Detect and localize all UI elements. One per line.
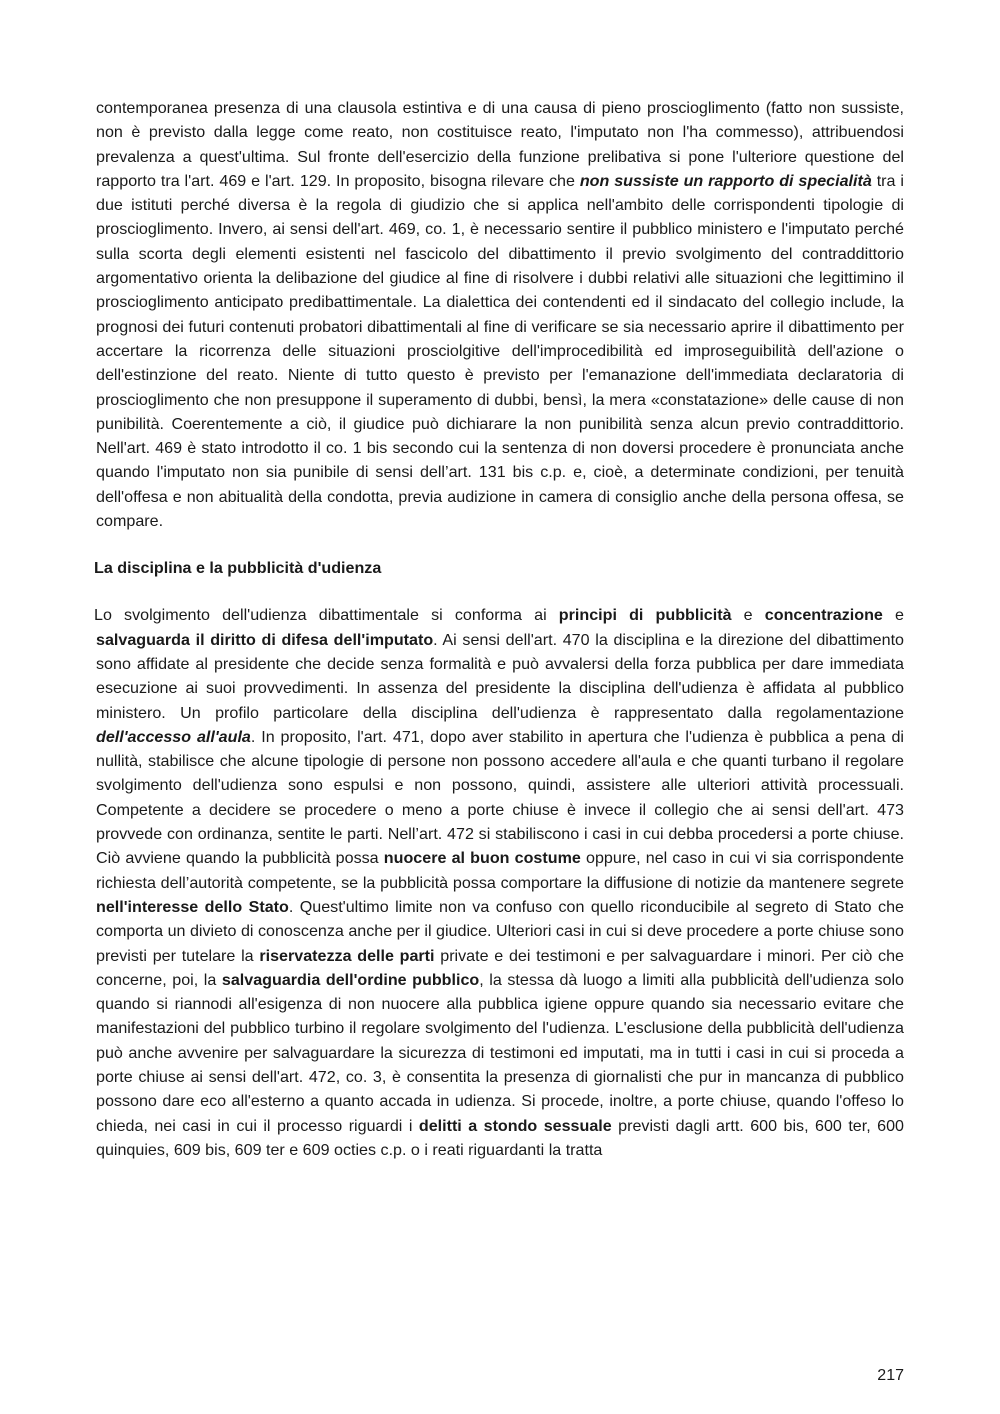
paragraph-1-text: contemporanea presenza di una clausola estintiva e di una causa di pieno proscioglimento (fatto non sussiste, non è previsto dalla legge come reato, non costituisce reato, l'imputato non l'ha commesso), attribuendosi prevalenza a quest'ultima. Sul fronte dell'esercizio della funzione prelibativa si pone l'ulteriore questione del rapporto tra l'art. 469 e l'art. 129. In proposito, bisogna rilevare che: [96, 99, 904, 190]
paragraph-2-text: previsti dagli artt. 600 bis, 600 ter, 600 quinquies, 609 bis, 609 ter e 609 octies c.p. o i reati riguardanti la tratta: [96, 1116, 904, 1159]
emphasis-accesso-aula: dell'accesso all'aula: [96, 727, 251, 746]
bold-interesse-stato: nell'interesse dello Stato: [96, 897, 289, 916]
bold-delitti-sessuali: delitti a stondo sessuale: [418, 1116, 612, 1135]
paragraph-2-text: private e dei testimoni e per salvaguardare i minori. Per ciò che concerne, poi, la: [96, 946, 904, 989]
emphasis-specialita: non sussiste un rapporto di specialità: [579, 171, 872, 190]
paragraph-2-text: , la stessa dà luogo a limiti alla pubblicità dell'udienza solo quando si riannodi all'esigenza di non nuocere alla pubblica igiene oppure quando sia necessario evitare che manifestazioni del pubblico turbino il regolare svolgimento del l'udienza. L'esclusione della pubblicità dell'udienza può anche avvenire per salvaguardare la sicurezza di testimoni ed imputati, ma in tutti i casi in cui si proceda a porte chiuse ai sensi dell'art. 472, co. 3, è consentita la presenza di giornalisti che pur in mancanza di pubblico possono dare eco all'esterno a quanto accada in udienza. Si procede, inoltre, a porte chiuse, quando l'offeso lo chieda, nei casi in cui il processo riguardi i: [96, 970, 904, 1135]
paragraph-2-text: oppure, nel caso in cui vi sia corrispondente richiesta dell’autorità competente, se la pubblicità possa comportare la diffusione di notizie da mantenere segrete: [96, 849, 904, 892]
bold-concentrazione: concentrazione: [764, 606, 883, 625]
bold-riservatezza-parti: riservatezza delle parti: [259, 946, 435, 965]
page-number: 217: [877, 1367, 904, 1384]
paragraph-1-text: tra i due istituti perché diversa è la regola di giudizio che si applica nell'ambito delle corrispondenti tipologie di proscioglimento. Invero, ai sensi dell'art. 469, co. 1, è necessario sentire il pubblico ministero e l'imputato perché sulla scorta degli elementi esistenti nel fascicolo del dibattimento il previo svolgimento del contraddittorio argomentativo orienta la delibazione del giudice al fine di risolvere i dubbi relativi alle situazioni che legittimino il proscioglimento anticipato predibattimentale. La dialettica dei contendenti ed il sindacato del collegio include, la prognosi dei futuri contenuti probatori dibattimentali al fine di verificare se sia necessario aprire il dibattimento per accertare la ricorrenza delle situazioni prosciolgitive dell'improcedibilità ed improseguibilità dell'azione o dell'estinzione del reato. Niente di tutto questo è previsto per l'emanazione dell'immediata declaratoria di proscioglimento che non presuppone il superamento di dubbi, bensì, la mera «constatazione» delle cause di non punibilità. Coerentemente a ciò, il giudice può dichiarare la non punibilità senza alcun previo contraddittorio. Nell'art. 469 è stato introdotto il co. 1 bis secondo cui la sentenza di non doversi procedere è pronunciata anche quando l'imputato non sia punibile di sensi dell’art. 131 bis c.p. e, cioè, a determinate condizioni, per tenuità dell'offesa e non abitualità della condotta, previa audizione in camera di consiglio anche della persona offesa, se compare.: [96, 171, 904, 531]
bold-buon-costume: nuocere al buon costume: [383, 849, 581, 868]
bold-ordine-pubblico: salvaguardia dell'ordine pubblico: [221, 970, 480, 989]
paragraph-2-text: Lo svolgimento dell'udienza dibattimentale si conforma ai: [94, 606, 559, 625]
section-heading: La disciplina e la pubblicità d'udienza: [94, 559, 382, 578]
paragraph-2-text: e: [882, 606, 904, 625]
bold-principi-pubblicita: principi di pubblicità: [558, 606, 732, 625]
document-page: [96, 96, 904, 1162]
paragraph-2-text: . In proposito, l'art. 471, dopo aver stabilito in apertura che l'udienza è pubblica a pena di nullità, stabilisce che alcune tipologie di persone non possono accedere all'aula e che quanti turbano il regolare svolgimento dell'udienza sono espulsi e non possono, quindi, assistere alle ulteriori attività processuali. Competente a decidere se procedere o meno a porte chiuse è invece il collegio che ai sensi dell'art. 473 provvede con ordinanza, sentite le parti. Nell’art. 472 si stabiliscono i casi in cui debba procedersi a porte chiuse. Ciò avviene quando la pubblicità possa: [96, 727, 904, 868]
paragraph-2-text: . Quest'ultimo limite non va confuso con quello riconducibile al segreto di Stato che comporta un divieto di conoscenza anche per il giudice. Ulteriori casi in cui si deve procedere a porte chiuse sono previsti per tutelare la: [96, 897, 904, 965]
bold-diritto-difesa: salvaguarda il diritto di difesa dell'imputato: [96, 630, 434, 649]
paragraph-2-text: e: [731, 606, 765, 625]
paragraph-2: [96, 603, 904, 1162]
paragraph-2-text: . Ai sensi dell'art. 470 la disciplina e la direzione del dibattimento sono affidate al presidente che decide senza formalità e può avvalersi della forza pubblica per dare immediata esecuzione ai suoi provvedimenti. In assenza del presidente la disciplina dell'udienza è affidata al pubblico ministero. Un profilo particolare della disciplina dell'udienza è rappresentato dalla regolamentazione: [96, 630, 904, 722]
paragraph-1: [96, 96, 904, 533]
